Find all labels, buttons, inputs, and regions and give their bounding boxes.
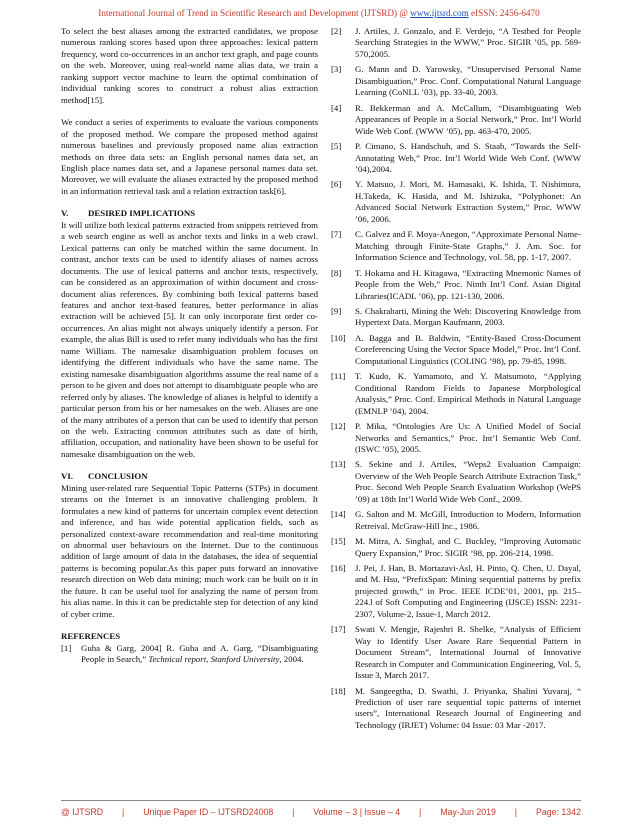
reference-item [331, 459, 581, 505]
reference-number: [18] [331, 685, 346, 696]
reference-item [331, 64, 581, 98]
reference-number: [2] [331, 26, 342, 36]
references-list [331, 26, 581, 735]
reference-text: G. Mann and D. Yarowsky, “Unsupervised Personal Name Disambiguation,” Proc. Conf. Computational Natural Language Learning (CoNLL ’03), pp. 33-40, 2003. [355, 64, 581, 98]
journal-website-link[interactable]: www.ijtsrd.com [410, 8, 469, 18]
reference-number: [1] [61, 642, 72, 653]
reference-text: M. Mitra, A. Singhal, and C. Buckley, “Improving Automatic Query Expansion,” Proc. SIGIR ’98, pp. 206-214, 1998. [355, 536, 581, 558]
footer-page-number: Page: 1342 [535, 807, 581, 817]
section-number: V. [61, 208, 69, 219]
section-number: VI. [61, 471, 73, 482]
header-issn: eISSN: 2456-6470 [468, 8, 540, 18]
running-footer [61, 807, 581, 817]
paragraph: To select the best aliases among the extracted candidates, we propose numerous ranking scores based upon three approaches: lexical pattern frequency, word co-occurrences in an anchor text graph, and page counts on the web. Moreover, using real-world name alias data, we train a ranking support vector machine to learn the optimal combination of individual ranking scores to construct a robust alias extraction method[15]. [61, 26, 318, 105]
reference-item [331, 509, 581, 532]
reference-item [331, 179, 581, 225]
reference-number: [14] [331, 509, 346, 520]
section-title: DESIRED IMPLICATIONS [88, 208, 196, 219]
reference-item [331, 229, 581, 263]
footer-separator: | [419, 807, 422, 817]
paragraph: It will utilize both lexical patterns extracted from snippets retrieved from a web search engine as well as anchor texts and links in a web crawl. Lexical patterns can only be matched within the same document. In contrast, anchor texts can be used to identify aliases of names across documents. The use of lexical patterns and anchor texts, respectively, can be considered as an approximation of within document and cross-document alias references. By combining both lexical patterns based features and anchor text-based features, better performance in alias extraction will be achieved [5]. It can only incorporate first order co-occurrences. An alias might not always uniquely identify a person. For example, the alias Bill is used to refer many individuals who has the first name William. The namesake disambiguation problem focuses on identifying the different individuals who have the same name. The existing namesake disambiguation algorithms assume the real name of a person to be given and does not attempt to disambiguate people who are referred only by aliases. The knowledge of aliases is helpful to identify a particular person from his or her namesakes on the web. Aliases are one of the many attributes of a person that can be used to identify that person on the web. Extracting common attributes such as date of birth, affiliation, occupation, and nationality have been shown to be useful for namesake disambiguation on the web. [61, 219, 318, 459]
reference-number: [3] [331, 64, 342, 75]
footer-separator: | [122, 807, 125, 817]
reference-item [331, 333, 581, 367]
paragraph: Mining user-related rare Sequential Topic Patterns (STPs) in document streams on the Internet is an innovative challenging problem. It formulates a new kind of patterns for uncertain complex event detection and inference, and has wide potential application fields, such as personalized context-aware recommendation and real-time monitoring on abnormal user behaviours on the Internet. Due to the continuous addition of large amount of data in the databases, the idea of sequential patterns is becoming popular.As this paper puts forward an innovative research direction on Web data mining; much work can be built on it in the future. It can be useful tool for analyzing the name of person from his alias name. In this it can be predictable step for detection of any kind of cyber crime. [61, 482, 318, 619]
reference-number: [17] [331, 624, 346, 635]
running-header [0, 8, 638, 18]
reference-text: S. Sekine and J. Artiles, “Weps2 Evaluation Campaign: Overview of the Web People Search Attribute Extraction Task,” Proc. Second Web People Search Evaluation Workshop (WePS ’09) at 18th Int’l World Wide Web Conf., 2009. [355, 459, 581, 504]
reference-item [331, 686, 581, 732]
reference-item [331, 563, 581, 620]
reference-number: [13] [331, 459, 346, 470]
section-heading [61, 471, 318, 482]
reference-item [331, 26, 581, 60]
footer-paper-id: Unique Paper ID – IJTSRD24008 [143, 807, 274, 817]
reference-number: [4] [331, 102, 342, 113]
reference-item [331, 306, 581, 329]
reference-text: C. Galvez and F. Moya-Anegon, “Approximate Personal Name-Matching through Finite-State Graphs,” J. Am. Soc. for Information Science and Technology, vol. 58, pp. 1-17, 2007. [355, 229, 581, 263]
reference-number: [5] [331, 141, 342, 152]
reference-number: [16] [331, 563, 346, 574]
reference-text: M. Sangeegtha, D. Swathi, J. Priyanka, Shalini Yuvaraj, “ Prediction of user rare sequential topic patterns of internet users”, International Research Journal of Engineering and Technology (IRJET) Volume: 04 Issue: 03 Mar -2017. [355, 685, 581, 730]
footer-divider [61, 800, 581, 801]
footer-journal: @ IJTSRD [61, 807, 104, 817]
reference-item [331, 371, 581, 417]
reference-item [61, 643, 318, 666]
header-journal-title: International Journal of Trend in Scientific Research and Development (IJTSRD) @ [98, 8, 411, 18]
reference-text: Y. Matsuo, J. Mori, M. Hamasaki, K. Ishida, T. Nishimura, H.Takeda, K. Hasida, and M. Ishizuka, “Polyphonet: An Advanced Social Network Extraction System,” Proc. WWW ’06, 2006. [355, 179, 581, 224]
reference-text: Guha & Garg, 2004] R. Guha and A. Garg, “Disambiguating People in Search,” Technical report, Stanford University, 2004. [81, 642, 318, 665]
references-heading: REFERENCES [61, 631, 121, 642]
reference-text: P. Cimano, S. Handschuh, and S. Staab, “Towards the Self-Annotating Web,” Proc. Int’l World Wide Web Conf. (WWW ’04),2004. [355, 141, 581, 174]
footer-volume: Volume – 3 | Issue – 4 [313, 807, 401, 817]
reference-text: R. Bekkerman and A. McCallum, “Disambiguating Web Appearances of People in a Social Network,” Proc. Int’l World Wide Web Conf. (WWW ’05), pp. 463-470, 2005. [355, 102, 581, 136]
footer-separator: | [514, 807, 518, 817]
reference-number: [9] [331, 305, 342, 316]
reference-number: [8] [331, 267, 342, 278]
reference-text: T. Kudo, K. Yamamoto, and Y. Matsumoto, “Applying Conditional Random Fields to Japanese Morphological Analysis,” Proc. Conf. Empirical Methods in Natural Language (EMNLP ’04), 2004. [355, 371, 581, 416]
reference-text: P. Mika, “Ontologies Are Us: A Unified Model of Social Networks and Semantics,” Proc. Int’l Semantic Web Conf. (ISWC ’05), 2005. [355, 421, 581, 454]
reference-item [331, 421, 581, 455]
footer-date: May-Jun 2019 [440, 807, 496, 817]
paragraph: We conduct a series of experiments to evaluate the various components of the proposed method. We compare the proposed method against numerous baselines and previously proposed name alias extraction methods on three data sets: an English personal names data set, an English place names data set, and a Japanese personal names data set. Moreover, we will evaluate the aliases extracted by the proposed method in an information retrieval task and a relation extraction task[6]. [61, 117, 318, 196]
footer-separator: | [292, 807, 295, 817]
reference-text: A. Bagga and B. Baldwin, “Entity-Based Cross-Document Coreferencing Using the Vector Space Model,” Proc. Int’l Conf. Computational Linguistics (COLING ’98), pp. 79-85, 1998. [355, 332, 581, 366]
reference-number: [11] [331, 371, 346, 382]
reference-text: S. Chakrabarti, Mining the Web: Discovering Knowledge from Hypertext Data. Morgan Kaufmann, 2003. [355, 305, 581, 328]
reference-number: [6] [331, 179, 342, 190]
reference-number: [7] [331, 229, 342, 240]
reference-item [331, 141, 581, 175]
reference-number: [12] [331, 421, 346, 432]
reference-item [331, 103, 581, 137]
reference-text: G. Salton and M. McGill, Introduction to Modern, Information Retreival. McGraw-Hill Inc., 1986. [355, 509, 581, 531]
reference-text: J. Pei, J. Han, B. Mortazavi-Asl, H. Pinto, Q. Chen, U. Dayal, and M. Hsu, “PrefixSpan: Mining sequential patterns by prefix projected growth,” in Proc. IEEE ICDE’01, 2001, pp. 215–224.l of Soft Computing and Engineering (IJSCE) ISSN: 2231-2307, Volume-2, Issue-1, March 2012. [355, 563, 581, 619]
section-heading [61, 208, 318, 219]
reference-item [331, 624, 581, 681]
reference-number: [10] [331, 332, 346, 343]
section-title: CONCLUSION [88, 471, 148, 482]
reference-number: [15] [331, 536, 346, 547]
reference-item [331, 536, 581, 559]
reference-text: T. Hokama and H. Kitagawa, “Extracting Mnemonic Names of People from the Web,” Proc. Ninth Int’l Conf. Asian Digital Libraries(ICADL ’06), pp. 121-130, 2006. [355, 267, 581, 301]
reference-text: J. Artiles, J. Gonzalo, and F. Verdejo, “A Testbed for People Searching Strategies in the WWW,” Proc. SIGIR ’05, pp. 569-570,2005. [355, 26, 581, 59]
reference-text: Swati V. Mengje, Rajeshri R. Shelke, “Analysis of Efficient Way to Identify User Aware Rare Sequential Pattern in Document Stream”, International Journal of Innovative Research in Computer and Communication Engineering, Vol. 5, Issue 3, March 2017. [355, 624, 581, 681]
reference-item [331, 268, 581, 302]
left-column [61, 26, 318, 670]
